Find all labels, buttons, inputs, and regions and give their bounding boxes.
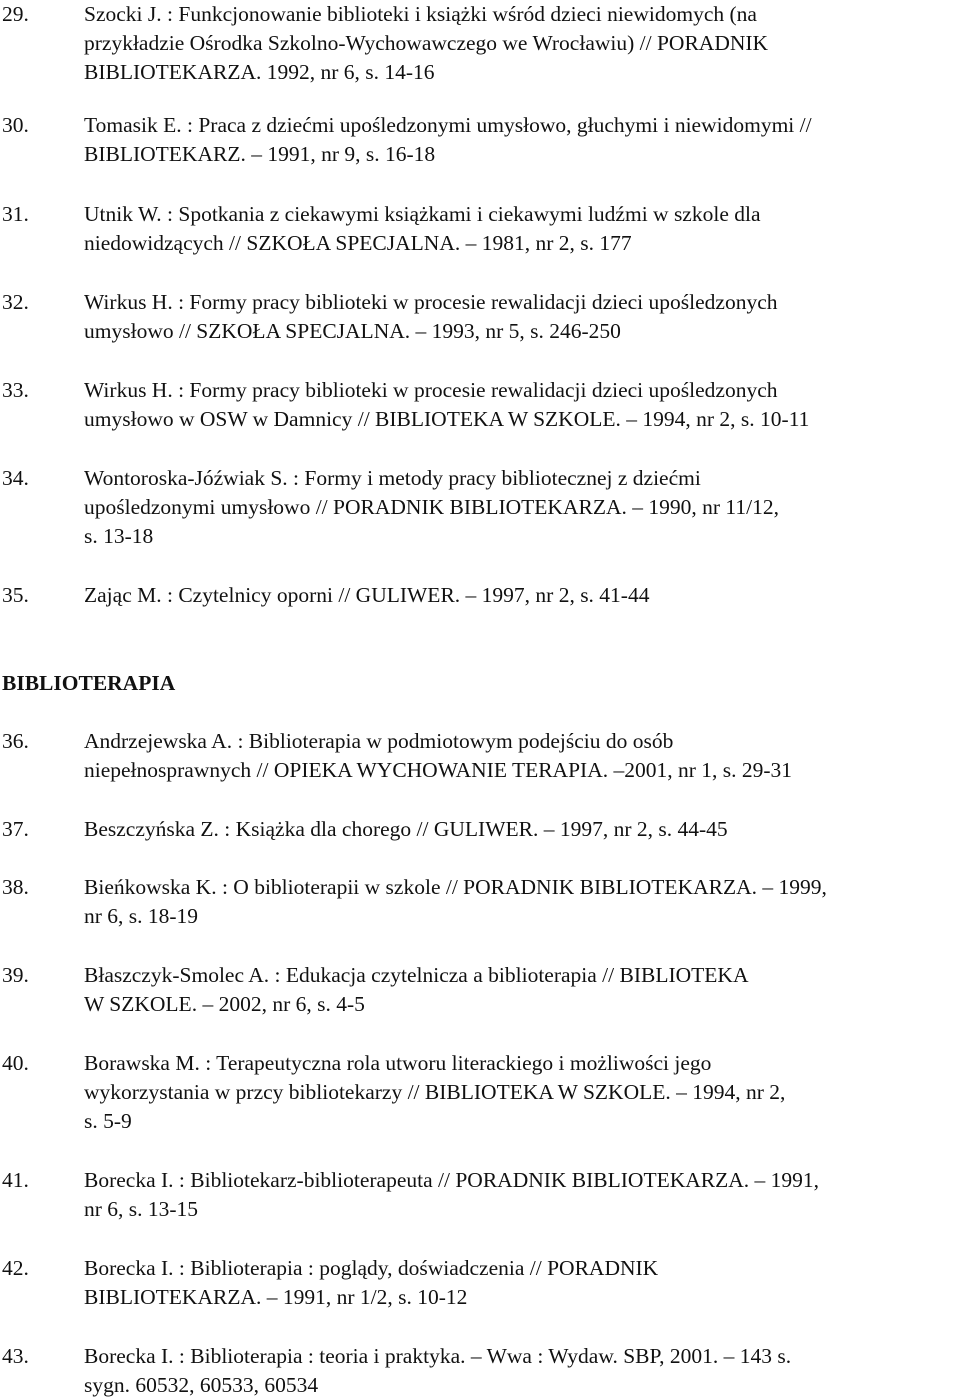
- entry-line: BIBLIOTEKARZA. 1992, nr 6, s. 14-16: [84, 60, 435, 84]
- entry-text: [84, 376, 956, 434]
- entry-line: Borecka I. : Bibliotekarz-biblioterapeuta // PORADNIK BIBLIOTEKARZA. – 1991,: [84, 1168, 820, 1192]
- entry-line: BIBLIOTEKARZ. – 1991, nr 9, s. 16-18: [84, 142, 436, 166]
- entry-text: [84, 111, 956, 169]
- section-heading: BIBLIOTERAPIA: [2, 671, 176, 695]
- entry-line: Wirkus H. : Formy pracy biblioteki w procesie rewalidacji dzieci upośledzonych: [84, 290, 778, 314]
- entry-number: 29.: [2, 2, 29, 26]
- entry-number: 42.: [2, 1256, 29, 1280]
- entry-line: Utnik W. : Spotkania z ciekawymi książkami i ciekawymi ludźmi w szkole dla: [84, 202, 761, 226]
- entry-number: 31.: [2, 202, 29, 226]
- entry-line: Borecka I. : Biblioterapia : poglądy, doświadczenia // PORADNIK: [84, 1256, 659, 1280]
- entry-line: Beszczyńska Z. : Książka dla chorego // GULIWER. – 1997, nr 2, s. 44-45: [84, 817, 728, 841]
- entry-line: niepełnosprawnych // OPIEKA WYCHOWANIE TERAPIA. –2001, nr 1, s. 29-31: [84, 758, 793, 782]
- entry-line: przykładzie Ośrodka Szkolno-Wychowawczego we Wrocławiu) // PORADNIK: [84, 31, 769, 55]
- entry-line: Tomasik E. : Praca z dziećmi upośledzonymi umysłowo, głuchymi i niewidomymi //: [84, 113, 812, 137]
- entry-line: Wontoroska-Jóźwiak S. : Formy i metody pracy bibliotecznej z dziećmi: [84, 466, 701, 490]
- entry-text: [84, 288, 956, 346]
- entry-number: 43.: [2, 1344, 29, 1368]
- entry-line: BIBLIOTEKARZA. – 1991, nr 1/2, s. 10-12: [84, 1285, 468, 1309]
- entry-line: nr 6, s. 18-19: [84, 904, 199, 928]
- entry-text: [84, 200, 956, 258]
- entry-number: 36.: [2, 729, 29, 753]
- entry-line: Wirkus H. : Formy pracy biblioteki w procesie rewalidacji dzieci upośledzonych: [84, 378, 778, 402]
- entry-line: sygn. 60532, 60533, 60534: [84, 1373, 319, 1397]
- entry-text: [84, 1254, 956, 1312]
- entry-number: 33.: [2, 378, 29, 402]
- entry-number: 34.: [2, 466, 29, 490]
- entry-line: umysłowo w OSW w Damnicy // BIBLIOTEKA W SZKOLE. – 1994, nr 2, s. 10-11: [84, 407, 810, 431]
- entry-line: Borawska M. : Terapeutyczna rola utworu literackiego i możliwości jego: [84, 1051, 712, 1075]
- entry-number: 41.: [2, 1168, 29, 1192]
- entry-line: upośledzonymi umysłowo // PORADNIK BIBLIOTEKARZA. – 1990, nr 11/12,: [84, 495, 779, 519]
- entry-text: [84, 1166, 956, 1224]
- entry-line: s. 13-18: [84, 524, 154, 548]
- entry-number: 39.: [2, 963, 29, 987]
- entry-line: Andrzejewska A. : Biblioterapia w podmiotowym podejściu do osób: [84, 729, 674, 753]
- entry-text: [84, 1049, 956, 1136]
- entry-text: [84, 815, 956, 844]
- entry-number: 32.: [2, 290, 29, 314]
- entry-text: [84, 961, 956, 1019]
- entry-line: W SZKOLE. – 2002, nr 6, s. 4-5: [84, 992, 365, 1016]
- entry-line: umysłowo // SZKOŁA SPECJALNA. – 1993, nr 5, s. 246-250: [84, 319, 621, 343]
- entry-line: wykorzystania w przcy bibliotekarzy // BIBLIOTEKA W SZKOLE. – 1994, nr 2,: [84, 1080, 786, 1104]
- entry-line: s. 5-9: [84, 1109, 132, 1133]
- entry-number: 30.: [2, 113, 29, 137]
- entry-text: [84, 727, 956, 785]
- entry-number: 35.: [2, 583, 29, 607]
- entry-line: Zając M. : Czytelnicy oporni // GULIWER. – 1997, nr 2, s. 41-44: [84, 583, 650, 607]
- entry-number: 38.: [2, 875, 29, 899]
- entry-line: Bieńkowska K. : O biblioterapii w szkole // PORADNIK BIBLIOTEKARZA. – 1999,: [84, 875, 827, 899]
- entry-text: [84, 464, 956, 551]
- entry-number: 40.: [2, 1051, 29, 1075]
- entry-text: [84, 0, 956, 87]
- entry-line: Błaszczyk-Smolec A. : Edukacja czytelnicza a biblioterapia // BIBLIOTEKA: [84, 963, 749, 987]
- entry-text: [84, 1342, 956, 1400]
- entry-text: [84, 581, 956, 610]
- entry-text: [84, 873, 956, 931]
- entry-line: Borecka I. : Biblioterapia : teoria i praktyka. – Wwa : Wydaw. SBP, 2001. – 143 s.: [84, 1344, 792, 1368]
- entry-line: niedowidzących // SZKOŁA SPECJALNA. – 1981, nr 2, s. 177: [84, 231, 632, 255]
- entry-number: 37.: [2, 817, 29, 841]
- entry-line: Szocki J. : Funkcjonowanie biblioteki i książki wśród dzieci niewidomych (na: [84, 2, 757, 26]
- entry-line: nr 6, s. 13-15: [84, 1197, 199, 1221]
